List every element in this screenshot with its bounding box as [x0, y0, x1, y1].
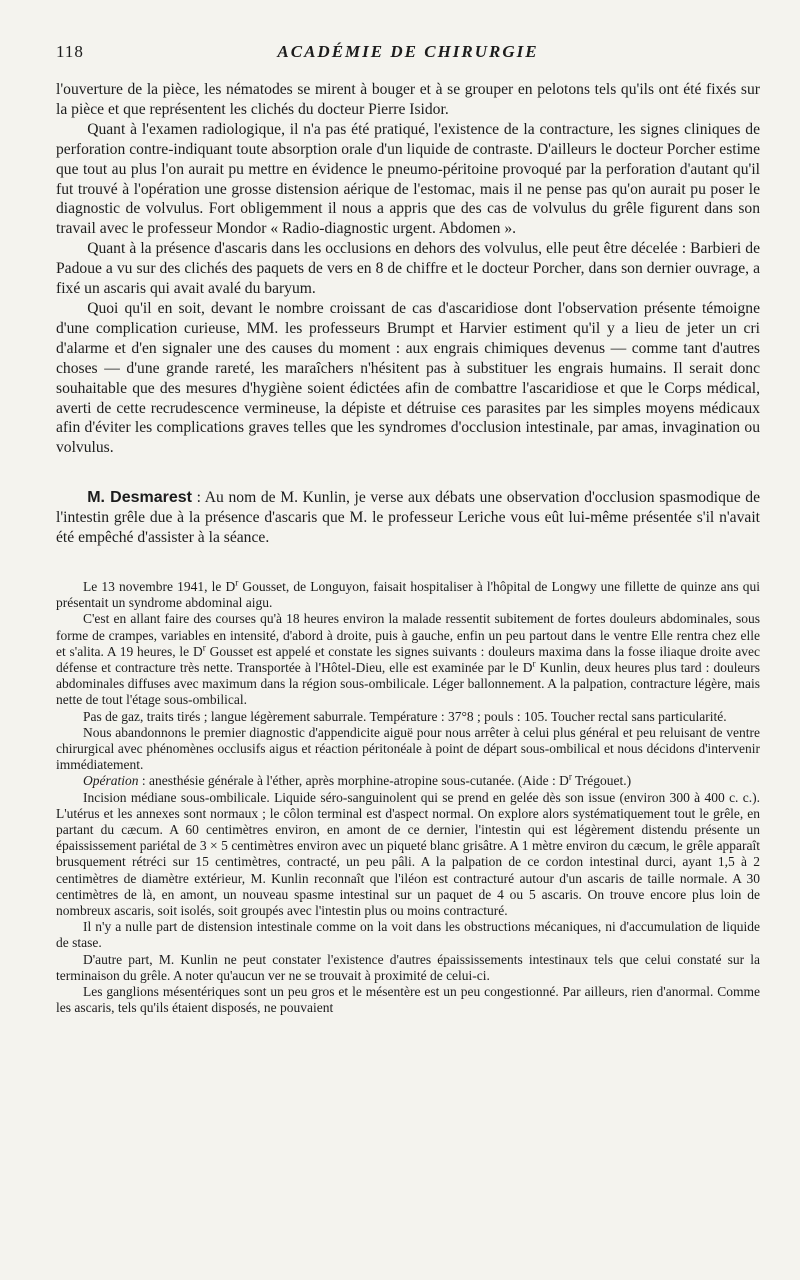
page-header	[56, 42, 760, 66]
section-gap	[56, 548, 760, 579]
speaker-name: M. Desmarest	[87, 489, 192, 507]
paragraph: Pas de gaz, traits tirés ; langue légèrement saburrale. Température : 37°8 ; pouls : 105. Toucher rectal sans particularité.	[83, 708, 727, 724]
paragraph: Quant à l'examen radiologique, il n'a pas été pratiqué, l'existence de la contracture, les signes cliniques de perforation contre-indiquant toute absorption orale d'un liquide de contraste. D'ailleurs le docteur Porcher estime que tout au plus l'on aurait pu mettre en évidence le pneumo-péritoine provoqué par la perforation d'autant qu'il fut trouvé à l'opération une grosse distension aérique de l'estomac, mais il ne pense pas qu'on aurait pu poser le diagnostic de volvulus. Fort obligemment il nous a appris que des cas de volvulus du grêle figurent dans son travail avec le professeur Mondor « Radio-diagnostic urgent. Abdomen ».	[56, 120, 760, 238]
paragraph: C'est en allant faire des courses qu'à 18 heures environ la malade ressentit subitement de fortes douleurs abdominales, sous forme de crampes, variables en intensité, d'abord à droite, puis à gauche, enfin un peu partout dans le ventre Elle rentra chez elle et s'alita. A 19 heures, le $D^r$ Gousset est appelé et constate les signes suivants : douleurs maxima dans la fosse iliaque droite avec défense et contracture très nette. Transportée à l'Hôtel-Dieu, elle est examinée par le $D^r$ Kunlin, deux heures plus tard : douleurs abdominales diffuses avec maximum dans la région sous-ombilicale. Léger ballonnement. A la palpation, contracture légère, mais nette de tout l'étage sous-ombilical.	[56, 611, 761, 708]
page-number: 118	[56, 42, 84, 61]
paragraph: D'autre part, M. Kunlin ne peut constater l'existence d'autres épaississements intestinaux tels que celui constaté sur la terminaison du grêle. A noter qu'aucun ver ne se trouvait à proximité de celui-ci.	[56, 951, 760, 983]
paragraph: Quoi qu'il en soit, devant le nombre croissant de cas d'ascaridiose dont l'observation présente témoigne d'une complication curieuse, MM. les professeurs Brumpt et Harvier estiment qu'il y a lieu de jeter un cri d'alarme et d'en signaler une des causes du moment : aux engrais chimiques devenus — comme tant d'autres choses — d'une grande rareté, les maraîchers n'hésitent pas à substituer les engrais humains. Il serait donc souhaitable que des mesures d'hygiène soient édictées afin de combattre l'ascaridiose et que le Corps médical, averti de cette recrudescence vermineuse, la dépiste et détruise ces parasites par les simples moyens médicaux afin d'éviter les complications graves telles que les syndromes d'occlusion intestinale, par amas, invagination ou volvulus.	[56, 299, 760, 457]
running-title: ACADÉMIE DE CHIRURGIE	[277, 42, 539, 61]
case-report-section	[56, 579, 760, 1016]
large-text-section	[56, 80, 760, 548]
speaker-paragraph	[56, 488, 760, 548]
paragraph: Incision médiane sous-ombilicale. Liquide séro-sanguinolent qui se prend en gelée dès son issue (environ 300 à 400 c. c.). L'utérus et les annexes sont normaux ; le côlon terminal est d'aspect normal. On explore alors systématiquement tout le grêle, en partant du cæcum. A 60 centimètres environ, en amont de ce dernier, l'intestin qui est légèrement distendu présente un épaississement pariétal de 3 × 5 centimètres environ avec un piqueté blanc grisâtre. A 1 mètre environ du cæcum, le grêle apparaît brusquement rétréci sur 15 centimètres, contracté, un peu pâli. A la palpation de ce cordon intestinal durci, ayant 1,5 à 2 centimètres de diamètre extérieur, M. Kunlin reconnaît que l'iléon est contracturé autour d'un ascaris de taille normale. A 30 centimètres de là, en amont, un nouveau spasme intestinal sur un paquet de 4 ou 5 ascaris. On trouve encore plus loin de nombreux ascaris, soit isolés, soit groupés avec l'intestin plus ou moins contracturé.	[56, 789, 760, 918]
paragraph: Il n'y a nulle part de distension intestinale comme on la voit dans les obstructions mécaniques, ni d'accumulation de liquide de stase.	[56, 919, 760, 951]
paragraph: Le 13 novembre 1941, le $D^r$ Gousset, de Longuyon, faisait hospitaliser à l'hôpital de Longwy une fillette de quinze ans qui présentait un syndrome abdominal aigu.	[56, 577, 760, 611]
paragraph: Nous abandonnons le premier diagnostic d'appendicite aiguë pour nous arrêter à celui plus général et peu reluisant de ventre chirurgical avec phénomènes occlusifs aigus et réaction péritonéale à point de départ sous-ombilical et nous décidons d'intervenir immédiatement.	[56, 724, 760, 773]
page-body	[56, 80, 760, 1016]
section-gap	[56, 458, 760, 488]
speaker-text: : Au nom de M. Kunlin, je verse aux débats une observation d'occlusion spasmodique de l'intestin grêle due à la présence d'ascaris que M. le professeur Leriche vous eût lui-même présentée s'il n'avait été empêché d'assister à la séance.	[56, 489, 761, 547]
paragraph: Opération : anesthésie générale à l'éther, après morphine-atropine sous-cutanée. (Aide : $D^r$ Trégouet.)	[83, 771, 632, 789]
paragraph: l'ouverture de la pièce, les nématodes se mirent à bouger et à se grouper en pelotons tels qu'ils ont été fixés sur la pièce et que représentent les clichés du docteur Pierre Isidor.	[56, 81, 760, 118]
paragraph: Quant à la présence d'ascaris dans les occlusions en dehors des volvulus, elle peut être décelée : Barbieri de Padoue a vu sur des clichés des paquets de vers en 8 de chiffre et le docteur Porcher, dans son dernier ouvrage, a fixé un ascaris qui avait avalé du baryum.	[56, 240, 760, 298]
operation-label: Opération	[83, 773, 139, 789]
paragraph: Les ganglions mésentériques sont un peu gros et le mésentère est un peu congestionné. Par ailleurs, rien d'anormal. Comme les ascaris, tels qu'ils étaient disposés, ne pouvaient	[56, 984, 760, 1016]
